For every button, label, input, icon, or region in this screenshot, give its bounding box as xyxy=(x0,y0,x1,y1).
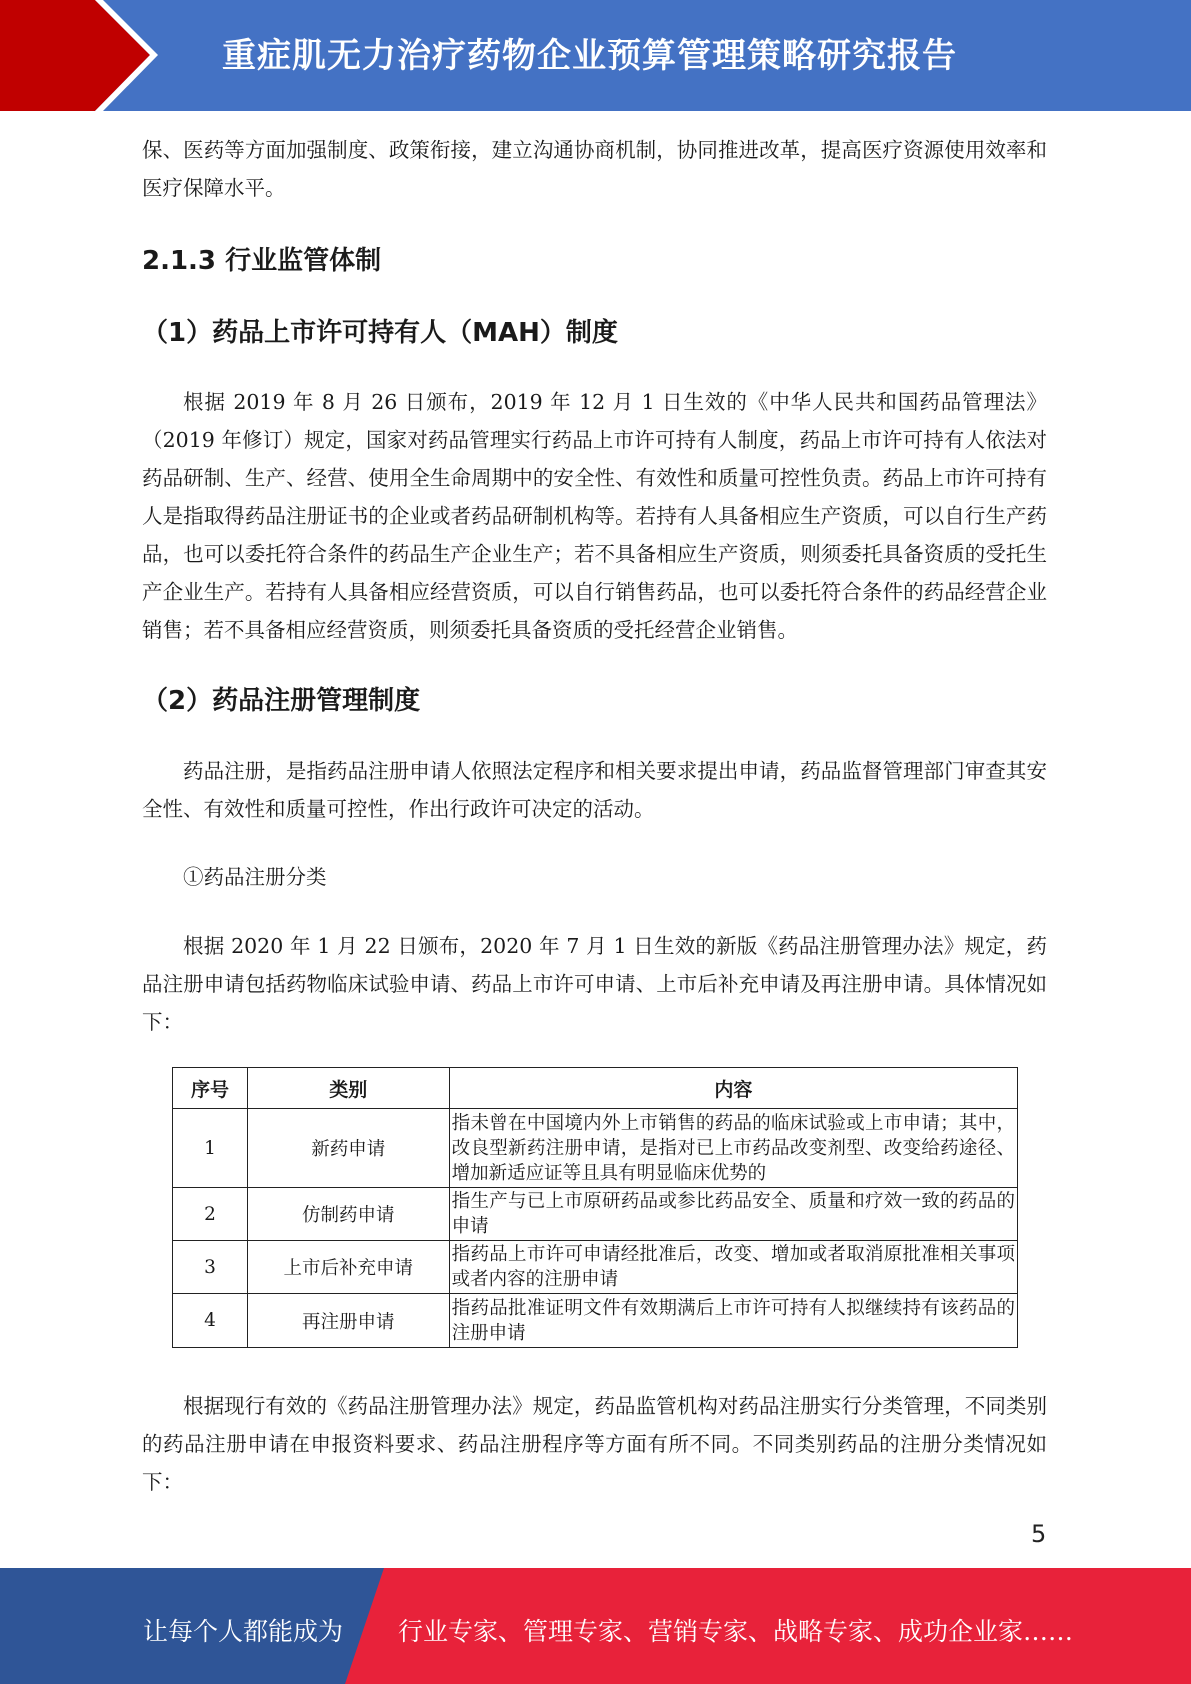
page-number: 5 xyxy=(1031,1520,1047,1548)
table-row xyxy=(173,1241,1018,1294)
row-category: 上市后补充申请 xyxy=(247,1241,449,1294)
registration-type-table xyxy=(172,1067,1018,1348)
row-category: 新药申请 xyxy=(247,1109,449,1188)
row-content: 指药品批准证明文件有效期满后上市许可持有人拟继续持有该药品的注册申请 xyxy=(449,1294,1017,1348)
table-header-row xyxy=(173,1068,1018,1109)
row-category: 再注册申请 xyxy=(247,1294,449,1348)
section-heading: 2.1.3 行业监管体制 xyxy=(142,246,382,276)
registration-category-paragraph: 根据 2020 年 1 月 22 日颁布，2020 年 7 月 1 日生效的新版《药品注册管理办法》规定，药品注册申请包括药物临床试验申请、药品上市许可申请、上市后补充申请及再注册申请。具体情况如下： xyxy=(142,934,1047,1034)
table-row xyxy=(173,1109,1018,1188)
row-number: 3 xyxy=(173,1241,248,1294)
subsection-heading-mah: （1）药品上市许可持有人（MAH）制度 xyxy=(142,318,618,348)
page-header xyxy=(0,0,1191,111)
continued-paragraph: 保、医药等方面加强制度、政策衔接，建立沟通协商机制，协同推进改革，提高医疗资源使用效率和医疗保障水平。 xyxy=(142,138,1047,200)
row-number: 2 xyxy=(173,1188,248,1241)
registration-category-label: ①药品注册分类 xyxy=(183,865,327,889)
footer-slogan-left: 让每个人都能成为 xyxy=(143,1617,344,1646)
column-header-content: 内容 xyxy=(449,1068,1017,1109)
row-content: 指药品上市许可申请经批准后，改变、增加或者取消原批准相关事项或者内容的注册申请 xyxy=(449,1241,1017,1294)
column-header-no: 序号 xyxy=(173,1068,248,1109)
table-row xyxy=(173,1188,1018,1241)
report-title: 重症肌无力治疗药物企业预算管理策略研究报告 xyxy=(222,36,957,76)
page-footer xyxy=(0,1568,1191,1684)
subsection-heading-registration: （2）药品注册管理制度 xyxy=(142,686,421,716)
row-content: 指生产与已上市原研药品或参比药品安全、质量和疗效一致的药品的申请 xyxy=(449,1188,1017,1241)
table-row xyxy=(173,1294,1018,1348)
column-header-category: 类别 xyxy=(247,1068,449,1109)
row-number: 1 xyxy=(173,1109,248,1188)
classification-paragraph: 根据现行有效的《药品注册管理办法》规定，药品监管机构对药品注册实行分类管理，不同类别的药品注册申请在申报资料要求、药品注册程序等方面有所不同。不同类别药品的注册分类情况如下： xyxy=(142,1394,1047,1494)
row-category: 仿制药申请 xyxy=(247,1188,449,1241)
row-content: 指未曾在中国境内外上市销售的药品的临床试验或上市申请；其中，改良型新药注册申请，是指对已上市药品改变剂型、改变给药途径、增加新适应证等且具有明显临床优势的 xyxy=(449,1109,1017,1188)
mah-paragraph: 根据 2019 年 8 月 26 日颁布，2019 年 12 月 1 日生效的《中华人民共和国药品管理法》（2019 年修订）规定，国家对药品管理实行药品上市许可持有人制度，药品上市许可持有人依法对药品研制、生产、经营、使用全生命周期中的安全性、有效性和质量可控性负责。药品上市许可持有人是指取得药品注册证书的企业或者药品研制机构等。若持有人具备相应生产资质，可以自行生产药品，也可以委托符合条件的药品生产企业生产；若不具备相应生产资质，则须委托具备资质的受托生产企业生产。若持有人具备相应经营资质，可以自行销售药品，也可以委托符合条件的药品经营企业销售；若不具备相应经营资质，则须委托具备资质的受托经营企业销售。 xyxy=(142,390,1047,642)
row-number: 4 xyxy=(173,1294,248,1348)
registration-paragraph: 药品注册，是指药品注册申请人依照法定程序和相关要求提出申请，药品监督管理部门审查其安全性、有效性和质量可控性，作出行政许可决定的活动。 xyxy=(142,759,1047,821)
footer-slogan-right: 行业专家、管理专家、营销专家、战略专家、成功企业家…… xyxy=(398,1617,1074,1646)
